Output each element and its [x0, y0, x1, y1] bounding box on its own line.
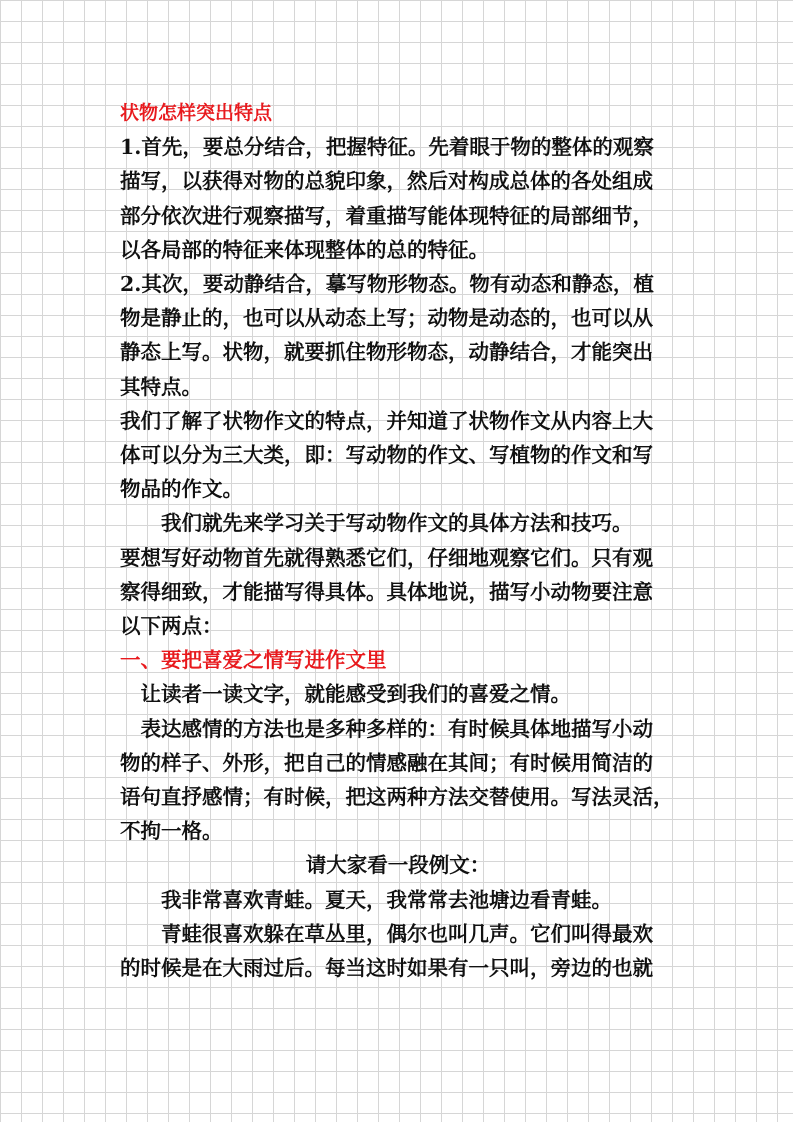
text-line: 的时候是在大雨过后。每当这时如果有一只叫，旁边的也就 [120, 956, 653, 981]
text-line: 物品的作文。 [120, 477, 243, 502]
text-line: 我非常喜欢青蛙。夏天，我常常去池塘边看青蛙。 [161, 887, 612, 912]
text-line: 描写，以获得对物的总貌印象，然后对构成总体的各处组成 [120, 169, 653, 194]
text-line: 察得细致，才能描写得具体。具体地说，描写小动物要注意 [120, 579, 653, 604]
document-body [120, 96, 676, 985]
text-line: 1.首先，要总分结合，把握特征。先着眼于物的整体的观察 [120, 135, 654, 160]
text-line: 以各局部的特征来体现整体的总的特征。 [120, 237, 489, 262]
text-line: 体可以分为三大类，即：写动物的作文、写植物的作文和写 [120, 443, 653, 468]
section-heading: 一、要把喜爱之情写进作文里 [120, 648, 387, 673]
text-line: 要想写好动物首先就得熟悉它们，仔细地观察它们。只有观 [120, 545, 653, 570]
text-line: 静态上写。状物，就要抓住物形物态，动静结合，才能突出 [120, 340, 653, 365]
text-line: 我们了解了状物作文的特点，并知道了状物作文从内容上大 [120, 408, 653, 433]
text-line: 表达感情的方法也是多种多样的：有时候具体地描写小动 [140, 716, 653, 741]
text-line: 青蛙很喜欢躲在草丛里，偶尔也叫几声。它们叫得最欢 [161, 921, 653, 946]
text-line: 物是静止的，也可以从动态上写；动物是动态的，也可以从 [120, 306, 653, 331]
example-intro: 请大家看一段例文： [305, 853, 491, 878]
text-line: 让读者一读文字，就能感受到我们的喜爱之情。 [140, 682, 571, 707]
document-title: 状物怎样突出特点 [120, 102, 273, 124]
text-line: 其特点。 [120, 374, 202, 399]
text-line: 物的样子、外形，把自己的情感融在其间；有时候用简洁的 [120, 750, 653, 775]
text-line: 2.其次，要动静结合，摹写物形物态。物有动态和静态，植 [120, 272, 654, 297]
text-line: 我们就先来学习关于写动物作文的具体方法和技巧。 [161, 511, 633, 536]
text-line: 不拘一格。 [120, 819, 223, 844]
text-line: 以下两点： [120, 614, 223, 639]
text-line: 部分依次进行观察描写，着重描写能体现特征的局部细节， [120, 203, 653, 228]
text-line: 语句直抒感情；有时候，把这两种方法交替使用。写法灵活， [120, 785, 674, 810]
